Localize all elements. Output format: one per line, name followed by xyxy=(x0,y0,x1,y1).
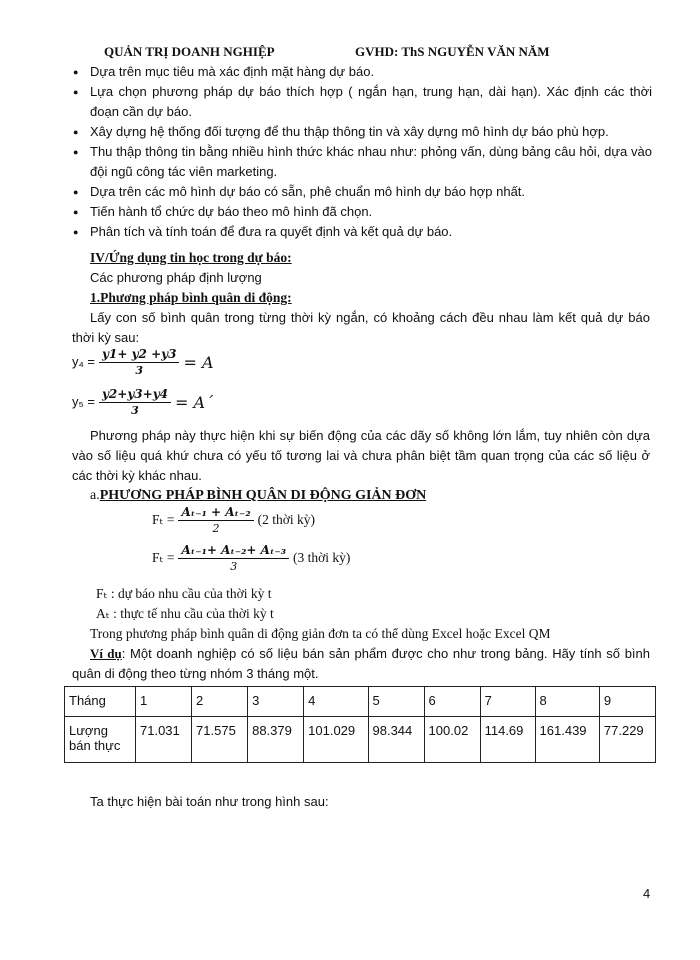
bullet-item: ● Xây dựng hệ thống đối tượng để thu thập thông tin và xây dựng mô hình dự báo phù hợp. xyxy=(72,122,652,142)
bullet-item: ● Phân tích và tính toán để đưa ra quyết định và kết quả dự báo. xyxy=(72,222,652,242)
table-cell: 71.575 xyxy=(192,717,248,763)
bullet-item: ● Dựa trên mục tiêu mà xác định mặt hàng dự báo. xyxy=(72,62,652,82)
definition-f: Fₜ : dự báo nhu cầu của thời kỳ t xyxy=(96,586,272,601)
header-course: QUẢN TRỊ DOANH NGHIỆP xyxy=(104,44,275,59)
eq-rhs: = A´ xyxy=(175,392,214,412)
eq-lhs: Fₜ = xyxy=(152,512,175,527)
eq-fraction xyxy=(178,504,253,536)
table-cell: 101.029 xyxy=(304,717,368,763)
method1-intro: Lấy con số bình quân trong từng thời kỳ ngắn, có khoảng cách đều nhau làm kết quả dự báo thời kỳ sau: xyxy=(72,310,650,345)
quant-methods-label: Các phương pháp định lượng xyxy=(90,270,262,285)
header-instructor: GVHD: ThS NGUYỄN VĂN NĂM xyxy=(355,44,550,59)
table-row-sales xyxy=(65,717,656,763)
subsection-heading: PHƯƠNG PHÁP BÌNH QUÂN DI ĐỘNG GIẢN ĐƠN xyxy=(99,488,427,503)
equation-ft-3 xyxy=(152,542,350,574)
closing-text: Ta thực hiện bài toán như trong hình sau: xyxy=(90,794,329,809)
eq-numerator: y2+y3+y4 xyxy=(99,386,171,403)
table-cell: 8 xyxy=(535,687,599,717)
bullet-item: ● Lựa chọn phương pháp dự báo thích hợp ( ngắn hạn, trung hạn, dài hạn). Xác định các thời đoạn cần dự báo. xyxy=(72,82,652,122)
table-cell: 88.379 xyxy=(248,717,304,763)
method1-heading: 1.Phương pháp bình quân di động: xyxy=(90,290,292,305)
table-cell: 2 xyxy=(192,687,248,717)
sales-table xyxy=(64,686,656,763)
table-cell: 161.439 xyxy=(535,717,599,763)
section-heading: IV/Ứng dụng tin học trong dự báo: xyxy=(90,250,292,265)
table-row-months xyxy=(65,687,656,717)
eq-lhs: y₄ = xyxy=(72,354,96,369)
table-cell: 6 xyxy=(424,687,480,717)
table-header-cell: Tháng xyxy=(65,687,136,717)
method1-note: Phương pháp này thực hiện khi sự biến động của các dãy số không lớn lắm, tuy nhiên còn dựa vào số liệu quá khứ chưa có yếu tố tương lai và chưa phân biệt tầm quan trọng của các số liệu ở các thời kỳ khác nhau. xyxy=(72,428,650,483)
subsection-prefix: a. xyxy=(90,488,100,503)
table-cell: 5 xyxy=(368,687,424,717)
table-cell: 114.69 xyxy=(480,717,535,763)
table-cell: 100.02 xyxy=(424,717,480,763)
page-header xyxy=(104,44,604,62)
eq-rhs: = A xyxy=(183,352,214,372)
eq-denominator: 2 xyxy=(212,522,220,535)
table-cell: 3 xyxy=(248,687,304,717)
eq-denominator: 3 xyxy=(135,364,144,377)
example-text: : Một doanh nghiệp có số liệu bán sản phẩm được cho như trong bảng. Hãy tính số bình quân di động theo từng nhóm 3 tháng một. xyxy=(72,646,650,681)
definition-a: Aₜ : thực tế nhu cầu của thời kỳ t xyxy=(96,606,274,621)
example-label: Ví dụ xyxy=(90,646,122,661)
table-cell: 7 xyxy=(480,687,535,717)
eq-fraction xyxy=(99,346,179,378)
eq-lhs: Fₜ = xyxy=(152,550,175,565)
table-header-cell: Lượng bán thực xyxy=(65,717,136,763)
bullet-list xyxy=(72,62,652,242)
page-number: 4 xyxy=(643,886,651,901)
table-cell: 9 xyxy=(599,687,655,717)
table-cell: 1 xyxy=(136,687,192,717)
table-cell: 4 xyxy=(304,687,368,717)
eq-numerator: Aₜ₋₁ + Aₜ₋₂ xyxy=(178,504,253,521)
excel-note: Trong phương pháp bình quân di động giản đơn ta có thể dùng Excel hoặc Excel QM xyxy=(90,626,551,641)
eq-numerator: y1+ y2 +y3 xyxy=(99,346,179,363)
eq-note: (3 thời kỳ) xyxy=(293,550,351,565)
example-paragraph xyxy=(72,644,650,684)
eq-note: (2 thời kỳ) xyxy=(257,512,315,527)
eq-numerator: Aₜ₋₁+ Aₜ₋₂+ Aₜ₋₃ xyxy=(178,542,289,559)
table-cell: 77.229 xyxy=(599,717,655,763)
table-cell: 98.344 xyxy=(368,717,424,763)
equation-ft-2 xyxy=(152,504,315,536)
bullet-item: ● Dựa trên các mô hình dự báo có sẵn, phê chuẩn mô hình dự báo hợp nhất. xyxy=(72,182,652,202)
bullet-item: ● Tiến hành tổ chức dự báo theo mô hình đã chọn. xyxy=(72,202,652,222)
eq-fraction xyxy=(99,386,171,418)
eq-denominator: 3 xyxy=(131,404,139,417)
eq-denominator: 3 xyxy=(230,560,238,573)
equation-y5 xyxy=(72,386,213,418)
table-cell: 71.031 xyxy=(136,717,192,763)
eq-fraction xyxy=(178,542,289,574)
eq-lhs: y₅ = xyxy=(72,394,95,409)
bullet-item: ● Thu thập thông tin bằng nhiều hình thức khác nhau như: phỏng vấn, dùng bảng câu hỏi, dựa vào đội ngũ công tác viên marketing. xyxy=(72,142,652,182)
equation-y4 xyxy=(72,346,214,378)
subsection-a xyxy=(90,486,426,506)
